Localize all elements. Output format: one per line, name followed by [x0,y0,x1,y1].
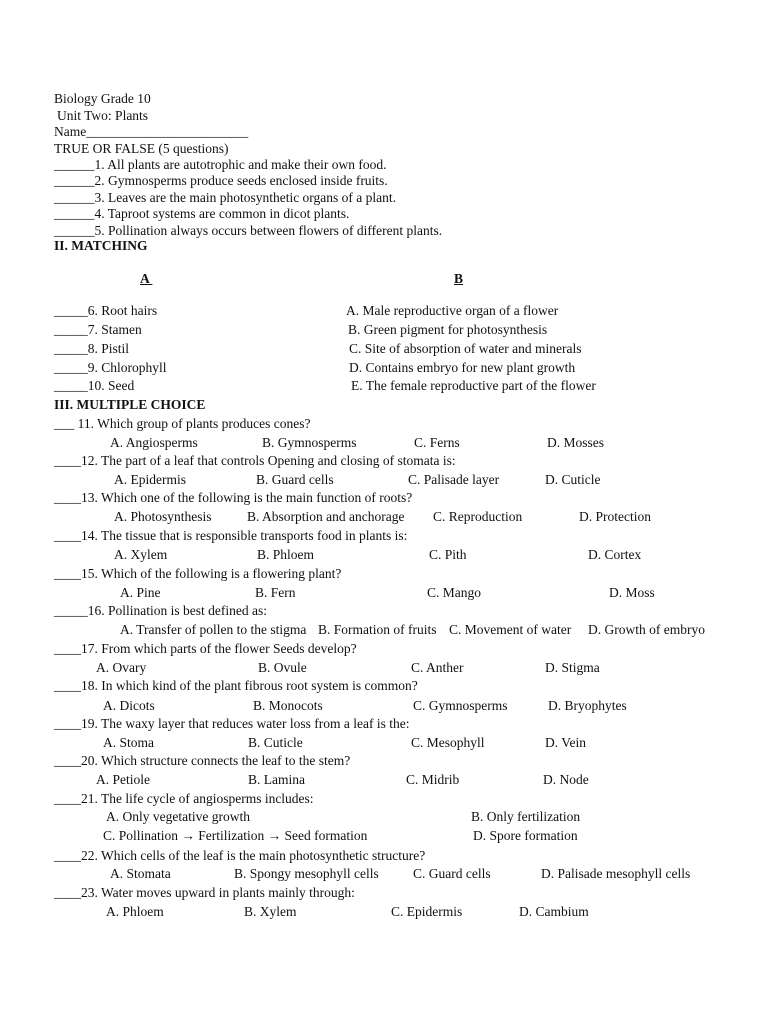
mc-question: _____16. Pollination is best defined as: [54,603,267,618]
mc-option: C. Ferns [414,435,460,450]
mc-option: B. Ovule [258,660,307,675]
mc-option: B. Phloem [257,547,315,562]
column-a-header: A [140,271,153,286]
mc-question: ____14. The tissue that is responsible transports food in plants is: [54,528,408,543]
tf-item: ______1. All plants are autotrophic and make their own food. [54,157,387,172]
mc-question: ____20. Which structure connects the leaf to the stem? [54,753,351,768]
mc-option: B. Only fertilization [471,809,581,824]
matching-right-item: A. Male reproductive organ of a flower [346,303,559,318]
mc-option: A. Only vegetative growth [106,809,250,824]
mc-option: B. Cuticle [248,735,303,750]
mc-option: D. Bryophytes [548,698,627,713]
mc-option: C. Pith [429,547,467,562]
mc-option: D. Stigma [545,660,600,675]
matching-right-item: E. The female reproductive part of the flower [351,378,596,393]
mc-option: C. Movement of water [449,622,572,637]
mc-option: D. Spore formation [473,828,578,843]
mc-question: ____19. The waxy layer that reduces water loss from a leaf is the: [54,716,410,731]
mc-option: B. Gymnosperms [262,435,357,450]
mc-option: A. Transfer of pollen to the stigma [120,622,307,637]
mc-option: B. Lamina [248,772,305,787]
mc-option: D. Cortex [588,547,642,562]
mc-option: B. Absorption and anchorage [247,509,405,524]
mc-option: A. Phloem [106,904,164,919]
subject-grade: Biology Grade 10 [54,91,151,106]
mc-option: D. Node [543,772,589,787]
matching-left-item: _____9. Chlorophyll [54,360,167,375]
mc-question: ___ 11. Which group of plants produces cones? [54,416,311,431]
mc-option: D. Mosses [547,435,605,450]
mc-option: C. Reproduction [433,509,523,524]
mc-option: A. Petiole [96,772,150,787]
mc-option: A. Photosynthesis [114,509,212,524]
mc-option: C. Mango [427,585,481,600]
mc-option: A. Stoma [103,735,155,750]
matching-heading: II. MATCHING [54,238,148,253]
mc-question: ____13. Which one of the following is the main function of roots? [54,490,413,505]
mc-option: A. Pine [120,585,161,600]
mc-option: A. Angiosperms [110,435,198,450]
mc-option: D. Protection [579,509,651,524]
mc-option: A. Ovary [96,660,147,675]
matching-left-item: _____7. Stamen [54,322,142,337]
mc-option: C. Anther [411,660,464,675]
mc-question: ____18. In which kind of the plant fibrous root system is common? [54,678,418,693]
mc-question: ____21. The life cycle of angiosperms includes: [54,791,314,806]
mc-option: D. Growth of embryo [588,622,705,637]
mc-heading: III. MULTIPLE CHOICE [54,397,206,412]
mc-option: B. Xylem [244,904,297,919]
mc-option: D. Palisade mesophyll cells [541,866,691,881]
mc-option: C. Mesophyll [411,735,485,750]
mc-option: D. Cambium [519,904,589,919]
mc-option: D. Cuticle [545,472,601,487]
tf-item: ______2. Gymnosperms produce seeds enclosed inside fruits. [54,173,388,188]
mc-question: ____15. Which of the following is a flowering plant? [54,566,342,581]
unit-title: Unit Two: Plants [57,108,149,123]
mc-option: B. Spongy mesophyll cells [234,866,379,881]
mc-option: D. Moss [609,585,655,600]
matching-right-item: B. Green pigment for photosynthesis [348,322,548,337]
column-b-header: B [454,271,464,286]
mc-option: A. Epidermis [114,472,186,487]
matching-left-item: _____8. Pistil [54,341,130,356]
mc-option: C. Midrib [406,772,460,787]
tf-item: ______5. Pollination always occurs between flowers of different plants. [54,223,443,238]
mc-question: ____12. The part of a leaf that controls Opening and closing of stomata is: [54,453,456,468]
mc-option: A. Stomata [110,866,171,881]
mc-option: B. Fern [255,585,296,600]
matching-right-item: D. Contains embryo for new plant growth [349,360,576,375]
mc-option: C. Guard cells [413,866,491,881]
matching-right-item: C. Site of absorption of water and minerals [349,341,582,356]
mc-option: C. Palisade layer [408,472,500,487]
mc-option: B. Formation of fruits [318,622,437,637]
mc-option: B. Guard cells [256,472,334,487]
mc-question: ____23. Water moves upward in plants mainly through: [54,885,355,900]
mc-option: C. Epidermis [391,904,463,919]
mc-option: C. Pollination → Fertilization → Seed formation [103,828,368,843]
matching-left-item: _____10. Seed [54,378,135,393]
mc-option: B. Monocots [253,698,323,713]
mc-option: A. Dicots [103,698,155,713]
mc-option: C. Gymnosperms [413,698,508,713]
mc-option: D. Vein [545,735,587,750]
tf-item: ______3. Leaves are the main photosynthetic organs of a plant. [54,190,397,205]
mc-question: ____17. From which parts of the flower Seeds develop? [54,641,357,656]
mc-option: A. Xylem [114,547,168,562]
mc-question: ____22. Which cells of the leaf is the main photosynthetic structure? [54,848,426,863]
tf-item: ______4. Taproot systems are common in dicot plants. [54,206,350,221]
tf-heading: TRUE OR FALSE (5 questions) [54,141,229,156]
matching-left-item: _____6. Root hairs [54,303,158,318]
name-field: Name________________________ [54,124,249,139]
